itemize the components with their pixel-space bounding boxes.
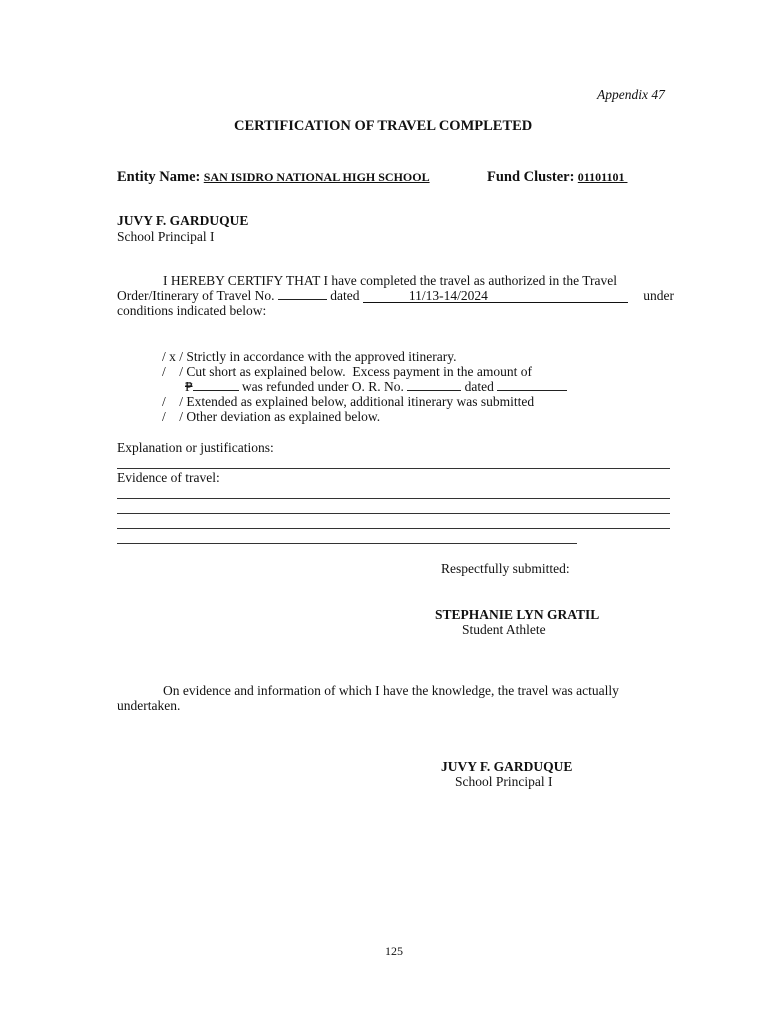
document-title: CERTIFICATION OF TRAVEL COMPLETED [234,118,533,134]
entity-value: SAN ISIDRO NATIONAL HIGH SCHOOL [203,170,430,184]
respectfully-submitted: Respectfully submitted: [441,561,570,576]
fund-row [487,169,627,185]
evidence-line [117,528,670,529]
page-number: 125 [385,944,403,958]
option-extended: / / Extended as explained below, additional itinerary was submitted [162,394,535,409]
certify-line-1: I HEREBY CERTIFY THAT I have completed the travel as authorized in the Travel [163,273,617,288]
approver-name: JUVY F. GARDUQUE [441,759,573,774]
checkbox-empty: / / [162,364,184,379]
refund-date-blank [497,379,567,391]
certify-line-3: conditions indicated below: [117,303,267,318]
attest-line-2: undertaken. [117,698,181,713]
submitter-name: STEPHANIE LYN GRATIL [435,607,600,622]
explanation-label: Explanation or justifications: [117,440,274,455]
attest-line-1: On evidence and information of which I have the knowledge, the travel was actually [163,683,619,698]
checkbox-empty: / / [162,394,184,409]
evidence-line [117,513,670,514]
certify-dated-label: dated [330,288,360,303]
checkbox-empty: / / [162,409,184,424]
evidence-label: Evidence of travel: [117,470,220,485]
submitter-position: Student Athlete [462,622,546,637]
explanation-line [117,468,670,469]
peso-sign: ₱ [185,379,193,394]
certify-order-label: Order/Itinerary of Travel No. [117,288,275,303]
certify-line-2 [117,288,674,303]
appendix-label: Appendix 47 [597,87,665,102]
fund-label: Fund Cluster: [487,169,575,185]
entity-label: Entity Name: [117,169,201,185]
option-cut-short-continued: ₱ was refunded under O. R. No. dated [185,379,567,394]
fund-value: 01101101 [577,170,625,184]
option-other: / / Other deviation as explained below. [162,409,381,424]
travel-no-blank [278,288,327,300]
addressee-position: School Principal I [117,229,215,244]
travel-date-value: 11/13-14/2024 [408,288,488,303]
checkbox-marked: / x / [162,349,184,364]
option-cut-short: / / Cut short as explained below. Excess payment in the amount of [162,364,532,379]
certify-under: under [643,288,674,303]
entity-row [117,169,430,185]
evidence-line [117,543,577,544]
amount-blank [193,379,239,391]
approver-position: School Principal I [455,774,553,789]
or-no-blank [407,379,461,391]
evidence-line [117,498,670,499]
option-strictly: / x / Strictly in accordance with the approved itinerary. [162,349,457,364]
addressee-name: JUVY F. GARDUQUE [117,213,249,228]
